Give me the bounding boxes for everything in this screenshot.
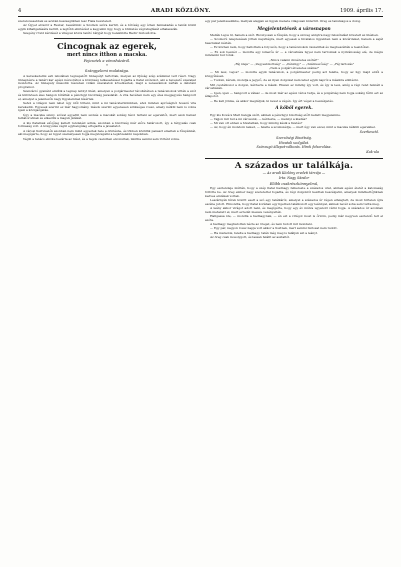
article-paragraph: A városi tisztviselők azonban nem mind egyeztek bele a döntésbe, és többen közülük panaszt emeltek a főispánnál, aki megígérte, hogy az ügyet személyesen fogja megvizsgálni a legközelebbi napokban. (18, 128, 196, 137)
article-paragraph: Mit csodálkozol a dolgon, kérdezte a másik. Hiszen ez mindig így volt, és így is lesz, amíg a régi rend fennáll a városházán. (205, 82, 383, 91)
article-paragraph: — Szomorú leleplezések jöttek napvilágra, mert egyesek a hivatalos ügyekben nem a közérdeket, hanem a saját hasznukat nézték. (205, 37, 383, 45)
page-header (18, 8, 383, 17)
article-paragraph: — Egy pár, nagyon rossz napja volt akkor a tisztnek, mert semmi biztosat nem tudott. (210, 226, 338, 231)
left-column (18, 20, 196, 558)
article-paragraph: Az öreg csak mosolygott, és lassan felállt az asztaltól. (210, 234, 290, 239)
article-paragraph: — Ez sok beszéd — mondta egy ismerős úr — a városháza ügyei nem tartoznak a nyilvánosság elé, de mégis mindenki tud róluk. (205, 49, 383, 58)
issue-date: 1909. április 17. (340, 8, 383, 14)
ornament-icon: * (106, 63, 108, 68)
article-paragraph: Sehol a világon nem lehet úgy időt tölteni, mint a mi tanácstermünkben, ahol minden apróságból hosszú vita kerekedik. Egyesek szerint ez már hagyomány, mások szerint egyenesen szükséges rossz, amely nélkül nem is volna igazi a közigazgatás. (18, 101, 196, 113)
article-paragraph: egy pár jelentéseinkbe, mellyek alapján az ügyek menete világosan kiderült. Öreg és tanulságos a dolog. (205, 20, 362, 23)
quote-line: „Nem a polgári élvezetes száma!" (268, 66, 320, 71)
masthead: ARADI KÖZLÖNY. (150, 8, 211, 14)
story-subtitle: Előbb csakrészkönnyelmű, (269, 181, 319, 186)
article-paragraph: Szegény rövid kérdését a világosi közös tanító bátyját hogy beleküldte Bachr biztosította. (23, 31, 157, 36)
article-paragraph: — Az, hogy én mondom neked, — felelte a szomszédja, — mert úgy van ezzel, mint a macska nélküli egerekkel. (210, 125, 376, 130)
notice-line: Szénzugó állapot-változás. Hírek felsorolása. (256, 145, 332, 150)
article-paragraph: Egy kis Kovács Mari hangja szólt, akinek a pénzügyi bizottság előtt kellett megjelennie. (210, 112, 341, 117)
divider (205, 158, 383, 159)
quote-line: „Fáj ideje" — „Vegyesbizottság" — „Pénzügy" — „Számvevőség" — „Fáj tartozás" (233, 61, 355, 66)
article-paragraph: — Be kell jönnie, és akkor meglátjuk, ki nevet a végén. Így ért véget a beszélgetés. (210, 98, 334, 103)
article-paragraph: A kis fiatalnak előzőleg kellett rendelést adnia, azonban a bizottság már előre határozott, így a tárgyalás csak formaság volt. A közgyűlés végül egyhangúlag elfogadta a javaslatot. (18, 120, 196, 129)
section-heading: A köböl egerek. (275, 106, 313, 112)
section-heading: Megjelentetések a városnapon (257, 26, 331, 32)
divider (54, 38, 161, 39)
story-source: — Az aradi Közlöny eredeti tárcája — (262, 171, 326, 176)
article-paragraph: A hadnagy meghatottan nézte az öreget, és nem tudott mit mondani. (210, 221, 313, 226)
section-heading: Szángyelemi mulatsága. (84, 69, 130, 74)
article-kicker: Fejezetek a városházáról. (83, 59, 131, 63)
signature: Kuk-ula (366, 150, 379, 154)
article-paragraph: Úgy a macska szuny. szóval egyedül nem szokás a macskát sokáig távol tartani az egerektől, mert azok hamar felbátorodnak és elkezdik a maguk játékát. (18, 112, 196, 121)
signature: Szerkesztő. (359, 130, 379, 135)
page-number: 4 (18, 8, 22, 14)
article-subtitle: mert nincs itthon a macska. (66, 52, 148, 58)
article-paragraph: — Mi van ott ebben a hivatalban, hogy mindig késik a fizetés? (210, 121, 303, 126)
notice-line: Szerzőségi Bizottság. (276, 135, 312, 140)
notice-line: Hivatali szolgálat. (278, 140, 310, 145)
article-paragraph: A kereskedelmi esti iskolában tegnapelőtt ünnepélyt tartottak, melyen az ifjúság szép számmal vett részt. Nagy ünneplésre a tanári kar egész névsorához a közönség lelkesedéssel fogadta a fiatal szónokot, aki a bevezető szavakat mondotta. Az ünnepély második részében vidám szavalatok következtek, majd a zeneszámok zárták a délutáni programot. (18, 73, 196, 89)
article-paragraph: — Vajjon mit tud a mi városunk, — kérdezte, — mennyi a kiadás? (210, 116, 307, 121)
article-paragraph: Leszárnyék hírek között esett a szó egy találkáról, amelyet a százados úr régen elfelejtett, de most hirtelen újra eszébe jutott. Elmondta, hogy fiatal korában egy ligetben találkozott egy leánnyal, akinek nevét soha sem tudta meg. (205, 197, 383, 206)
article-paragraph: Mellék Lajos ül, hanem a szót. Bizonyosan a főispán, hogy a szöveg annyira nagy felszólalást követelt az ülésben. (210, 32, 379, 37)
article-paragraph: — Mi lesz, Lajos? — mondta egyik tanácsnok, a polgármester pedig azt felelte, hogy az ügy majd eldől a közgyűlésen. (205, 70, 383, 79)
columns (18, 20, 383, 558)
right-column (205, 20, 383, 558)
article-paragraph: — Tudom, kérem, mondja a jegyző, de az ilyen dolgokat nem lehet egyik napról a másikra elintézni. (210, 78, 359, 83)
article-paragraph: Az Ügyet elöször a Reuter, beszélünk: a Szolnok szóra került, és a bíróság egy ízben fennakadás a tanúk közül egyik kihallgatására került, a legfőbb elintézést a kegyelmi ügy, hogy a büntetés végrehajtását elhalasszák. (18, 23, 196, 31)
story-author: Irta: Nagy Sándor (278, 175, 310, 180)
article-paragraph: Hallgassa ide, — mondta a hadnagynak, — én ezt a virágot most is őrzöm, pedig már negyven esztendő telt el azóta. (205, 213, 383, 222)
article-paragraph: Egy esztendeje múltán, hogy a szép fiatal hadnagy felkereste a százados urat, akinek egész életét a katonaság töltötte be. Az öreg ember nagy szeretettel fogadta, és régi dolgokról kezdtek beszélgetni, amelyek mindkettőjüknek kedves emlékek voltak. (205, 186, 383, 198)
quote-line: „Nincs valami dicséretes szótár!" (269, 57, 319, 62)
article-paragraph: — Igen, igen — hangzott a válasz — de most már az egész város tudja, és a polgárság nem fogja sokáig tűrni ezt az állapotot. (205, 90, 383, 99)
article-paragraph: Végül a tanács elnöke bezárta az ülést, és a tagok csendben elvonultak, mintha semmi sem történt volna. (23, 136, 180, 141)
article-paragraph: szerencsésebbek és azután készségükben lesz Fiala bevételeit. (18, 20, 112, 23)
article-title: Cincognak az egerek, (57, 41, 157, 51)
article-paragraph: A leány akkor virágot adott neki, és megígérte, hogy egy év múlva ugyanott várni fogja. A százados úr azonban nem mehetett el, mert ezredét messze vezényelték. (205, 205, 383, 214)
article-paragraph: Szenzáció gyanánt említik a tegnap lefolyt ülést, amelyen a polgármester távollétében a tanácsnokok vitték a szót és különösen éles hangon bírálták a pénzügyi bizottság javaslatát. A vita hevében nem egy éles megjegyzés hangzott el, amelyet a jelenlevők nagy figyelemmel kísértek. (18, 89, 196, 101)
article-paragraph: — Ez közben nem, hogy hallottam a folyosón, hogy a tanácsnokok összeültek és megbeszélték a teendőket. (210, 45, 370, 50)
story-title: A százados ur találkája. (234, 160, 354, 171)
article-paragraph: — Ha maradok, felelte a hadnagy, talán még meg is találjuk azt a leányt. (210, 230, 319, 235)
